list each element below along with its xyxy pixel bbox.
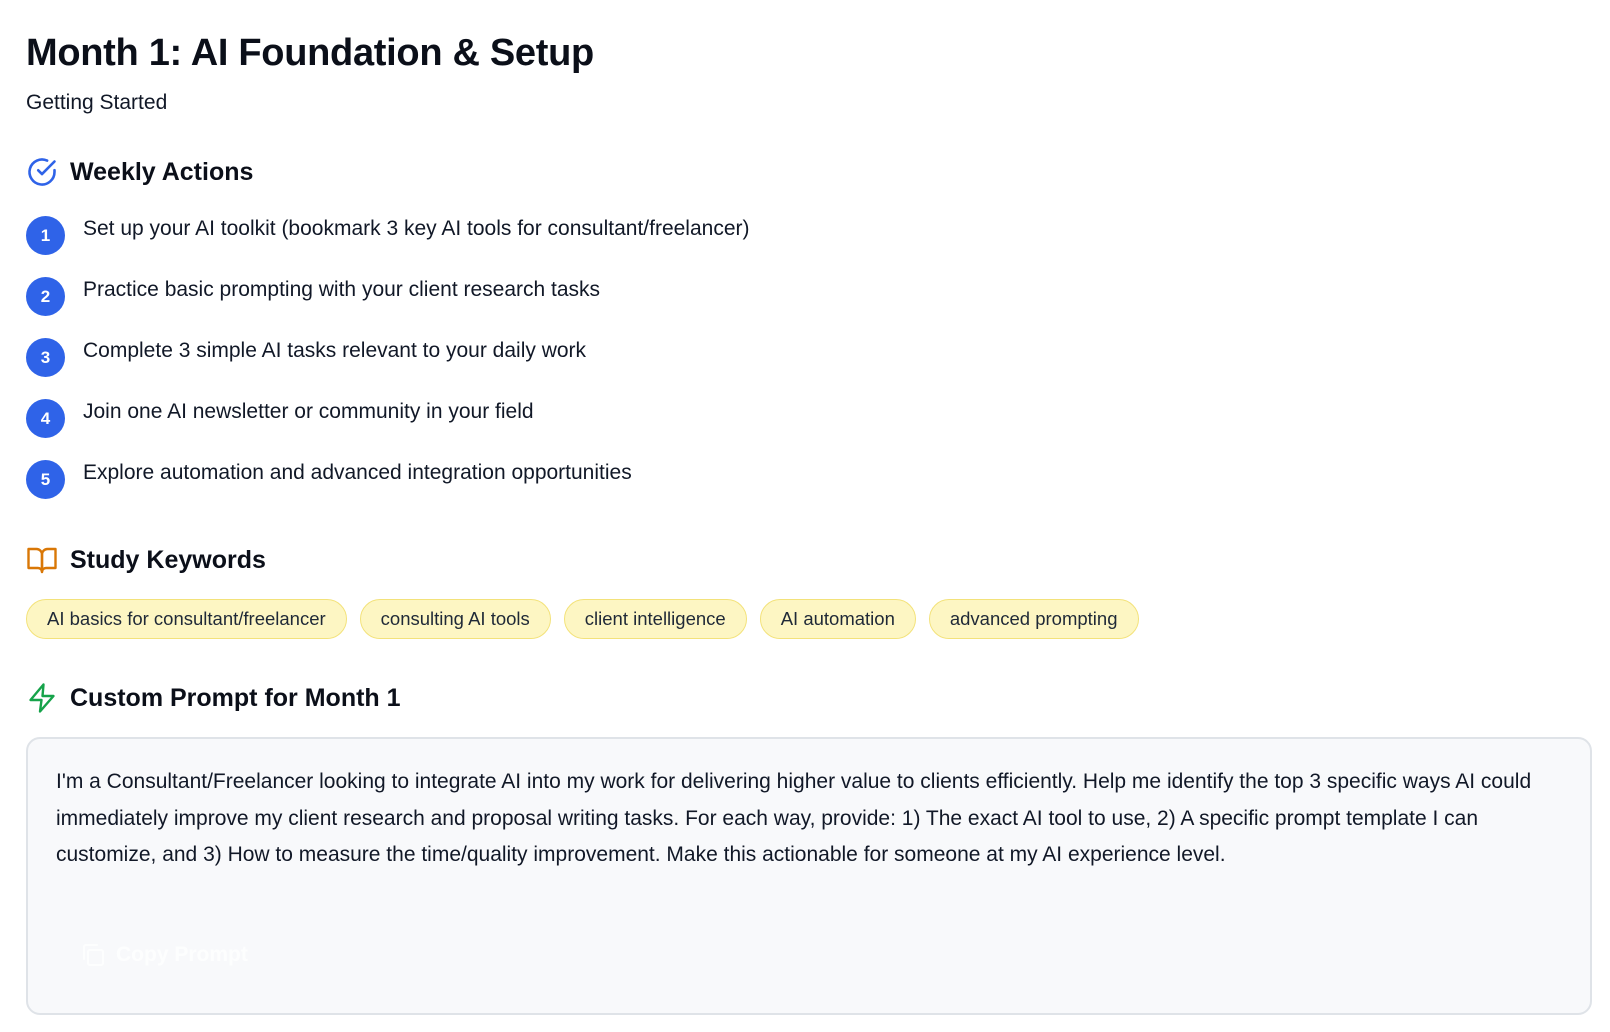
weekly-actions-list [26, 216, 750, 521]
keyword-chip: AI automation [760, 599, 916, 639]
book-open-icon [26, 544, 58, 576]
lightning-icon [26, 682, 58, 714]
check-circle-icon [26, 156, 58, 188]
prompt-text: I'm a Consultant/Freelancer looking to integrate AI into my work for delivering higher value to clients efficiently. Help me identify the top 3 specific ways AI could immediately improve my client research and proposal writing tasks. For each way, provide: 1) The exact AI tool to use, 2) A specific prompt template I can customize, and 3) How to measure the time/quality improvement. Make this actionable for someone at my AI experience level. [56, 770, 1532, 866]
keyword-chip: advanced prompting [929, 599, 1139, 639]
list-item [26, 277, 750, 338]
keyword-chip: client intelligence [564, 599, 747, 639]
study-keywords-heading [26, 544, 266, 576]
action-text: Practice basic prompting with your client research tasks [83, 278, 601, 301]
list-item [26, 338, 750, 399]
action-text: Complete 3 simple AI tasks relevant to your daily work [83, 339, 587, 362]
study-keywords-title: Study Keywords [70, 545, 266, 574]
custom-prompt-heading [26, 682, 401, 714]
copy-prompt-button[interactable] [80, 942, 248, 968]
page-title: Month 1: AI Foundation & Setup [26, 32, 594, 74]
step-number-badge: 5 [26, 460, 65, 499]
action-text: Explore automation and advanced integration opportunities [83, 461, 632, 484]
step-number-badge: 2 [26, 277, 65, 316]
step-number-badge: 1 [26, 216, 65, 255]
list-item [26, 399, 750, 460]
action-text: Set up your AI toolkit (bookmark 3 key AI tools for consultant/freelancer) [83, 217, 750, 240]
step-number-badge: 4 [26, 399, 65, 438]
page-subtitle: Getting Started [26, 91, 168, 114]
step-number-badge: 3 [26, 338, 65, 377]
custom-prompt-title: Custom Prompt for Month 1 [70, 683, 401, 712]
list-item [26, 460, 750, 521]
keyword-chips [26, 599, 1139, 639]
prompt-box [26, 737, 1592, 1015]
keyword-chip: consulting AI tools [360, 599, 551, 639]
action-text: Join one AI newsletter or community in your field [83, 400, 534, 423]
weekly-actions-title: Weekly Actions [70, 157, 254, 186]
keyword-chip: AI basics for consultant/freelancer [26, 599, 347, 639]
copy-icon [80, 942, 106, 968]
list-item [26, 216, 750, 277]
weekly-actions-heading [26, 156, 253, 188]
copy-prompt-label: Copy Prompt [116, 943, 248, 966]
